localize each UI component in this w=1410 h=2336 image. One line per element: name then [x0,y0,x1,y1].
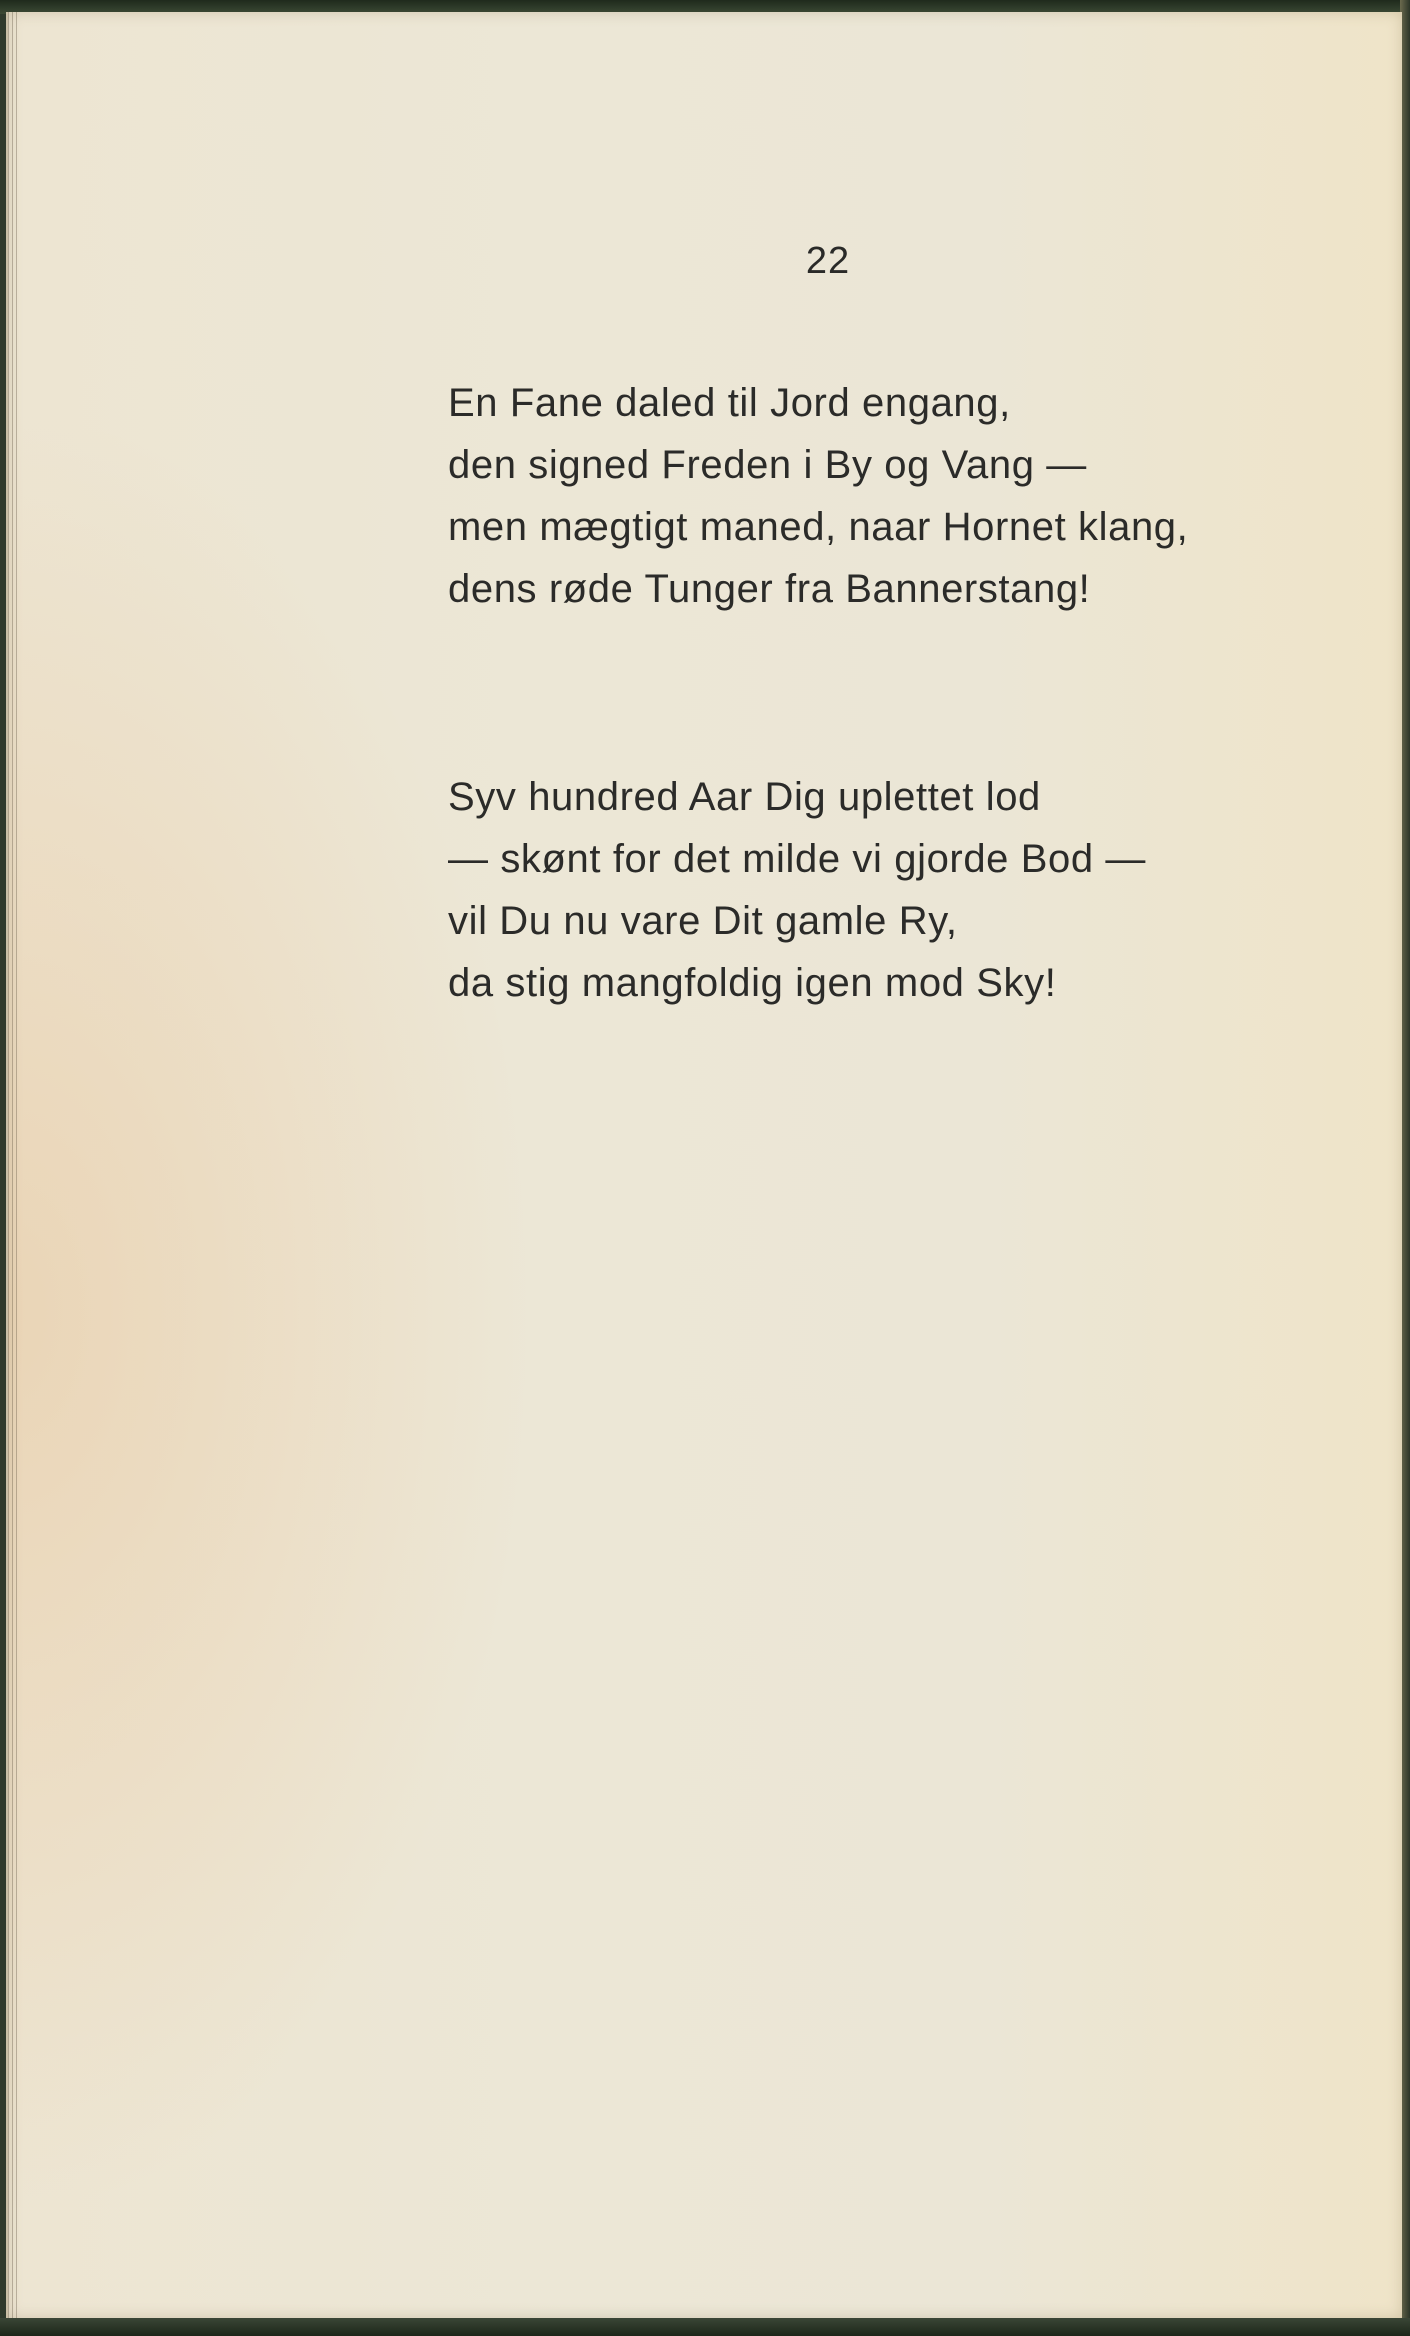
poem-line: — skønt for det milde vi gjorde Bod — [448,837,1147,881]
poem-line: Syv hundred Aar Dig uplettet lod [448,775,1041,819]
poem-stanza-1 [448,372,1188,620]
poem-line: dens røde Tunger fra Bannerstang! [448,567,1091,611]
book-cover-edge-bottom [0,2318,1410,2336]
page-gutter [8,12,18,2318]
poem-line: den signed Freden i By og Vang — [448,443,1087,487]
poem-line: vil Du nu vare Dit gamle Ry, [448,899,958,943]
paper-page [6,12,1402,2318]
poem-line: da stig mangfoldig igen mod Sky! [448,961,1057,1005]
poem-line: men mægtigt maned, naar Hornet klang, [448,505,1189,549]
poem-line: En Fane daled til Jord engang, [448,381,1011,425]
page-number: 22 [805,240,851,282]
poem-stanza-2 [448,766,1146,1014]
